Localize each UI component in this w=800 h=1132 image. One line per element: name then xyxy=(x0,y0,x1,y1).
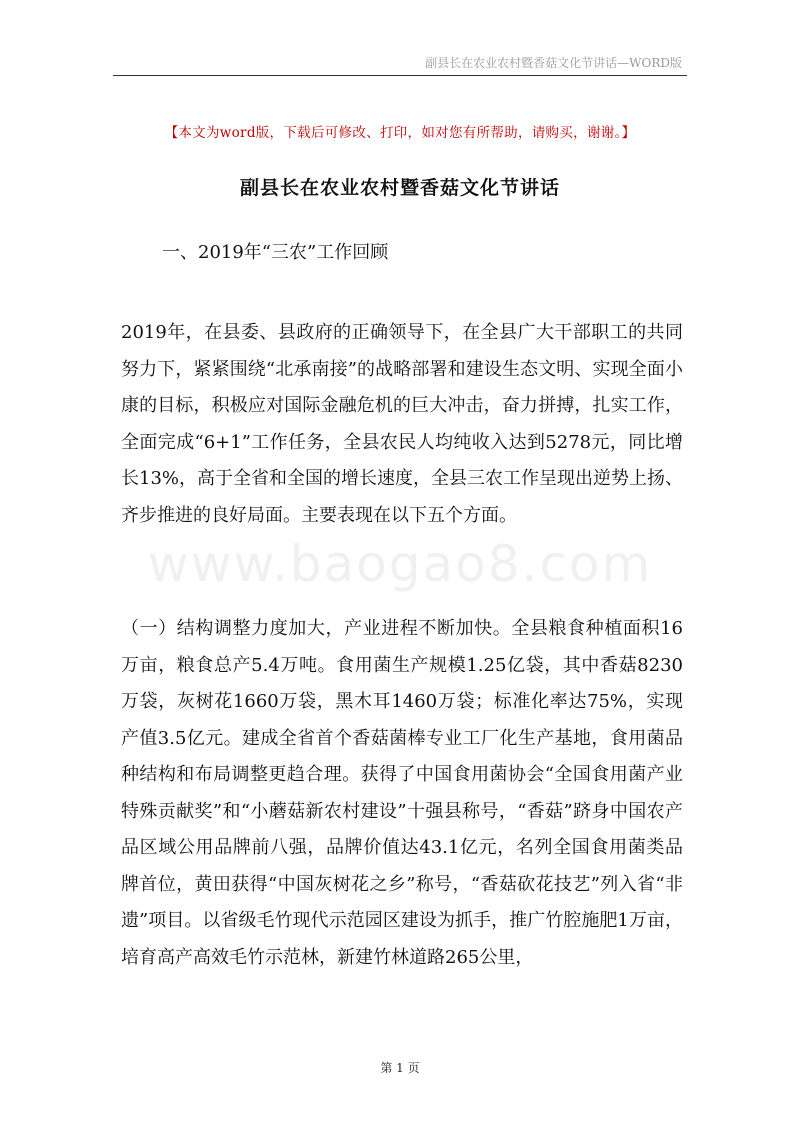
page-number: 第 1 页 xyxy=(380,1061,420,1075)
section-heading: 一、2019年“三农”工作回顾 xyxy=(162,242,389,263)
watermark: www.baogao8.com xyxy=(147,535,653,593)
purchase-notice: 【本文为word版，下载后可修改、打印，如对您有所帮助，请购买，谢谢。】 xyxy=(164,125,636,141)
running-header: 副县长在农业农村暨香菇文化节讲话—WORD版 xyxy=(425,56,682,70)
body-paragraph-2: （一）结构调整力度加大，产业进程不断加快。全县粮食种植面积16万亩，粮食总产5.4万吨。食用菌生产规模1.25亿袋，其中香菇8230万袋，灰树花1660万袋，黑木耳1460万袋；标准化率达75%，实现产值3.5亿元。建成全省首个香菇菌棒专业工厂化生产基地，食用菌品种结构和布局调整更趋合理。获得了中国食用菌协会“全国食用菌产业特殊贡献奖”和“小蘑菇新农村建设”十强县称号，“香菇”跻身中国农产品区域公用品牌前八强，品牌价值达43.1亿元，名列全国食用菌类品牌首位，黄田获得“中国灰树花之乡”称号，“香菇砍花技艺”列入省“非遗”项目。以省级毛竹现代示范园区建设为抓手，推广竹腔施肥1万亩，培育高产高效毛竹示范林，新建竹林道路265公里， xyxy=(121,618,683,968)
document-title: 副县长在农业农村暨香菇文化节讲话 xyxy=(239,177,560,199)
header-divider xyxy=(113,75,687,76)
body-paragraph-1: 2019年，在县委、县政府的正确领导下，在全县广大干部职工的共同努力下，紧紧围绕“北承南接”的战略部署和建设生态文明、实现全面小康的目标，积极应对国际金融危机的巨大冲击，奋力拼搏，扎实工作，全面完成“6+1”工作任务，全县农民人均纯收入达到5278元，同比增长13%，高于全省和全国的增长速度，全县三农工作呈现出逆势上扬、齐步推进的良好局面。主要表现在以下五个方面。 xyxy=(121,322,684,526)
